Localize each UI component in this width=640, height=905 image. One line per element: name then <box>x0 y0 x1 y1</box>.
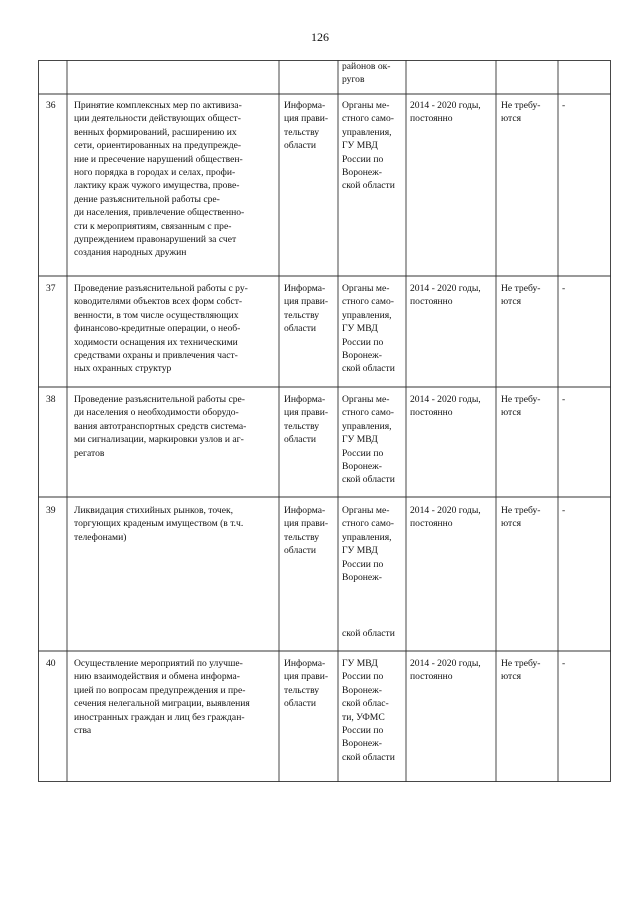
row-36-description: Принятие комплексных мер по активиза- ции деятельности действующих общест- венных формирований, расширению их сети, ориентированных на предупрежде- ние и пресечение нарушений обществен- ного порядка в городах и селах, профи- лактику краж чужого имущества, прове- дение разъяснительной работы сре- ди населения, привлечение общественно- сти к мероприятиям, связанным с пре- дупреждением правонарушений за счет создания народных дружин <box>74 100 245 259</box>
row-36-cost: Не требу- ются <box>501 100 541 125</box>
row-40-result: - <box>562 658 566 669</box>
row-36-financing: Информа- ция прави- тельству области <box>284 100 329 152</box>
row-38-cost: Не требу- ются <box>501 394 541 419</box>
row-37-number: 37 <box>46 283 56 294</box>
row-37-executor: Органы ме- стного само- управления, ГУ МВД России по Воронеж- ской области <box>342 283 395 375</box>
row-37-description: Проведение разъяснительной работы с ру- ководителями объектов всех форм собст- венности, в том числе осуществляющих финансово-кредитные операции, о необ- ходимости оснащения их техническими средствами охраны и привлечения част- ных охранных структур <box>74 283 248 375</box>
row-37-result: - <box>562 283 566 294</box>
row-37-financing: Информа- ция прави- тельству области <box>284 283 329 335</box>
row-40-financing: Информа- ция прави- тельству области <box>284 658 329 710</box>
carry-over-executor: районов ок- ругов <box>342 61 391 86</box>
row-38-number: 38 <box>46 394 56 405</box>
row-39-term: 2014 - 2020 годы, постоянно <box>410 505 481 530</box>
row-40-executor: ГУ МВД России по Воронеж- ской облас- ти, УФМС России по Воронеж- ской области <box>342 658 395 763</box>
row-40-term: 2014 - 2020 годы, постоянно <box>410 658 481 683</box>
row-39-result: - <box>562 505 566 516</box>
row-39-executor-tail: ской области <box>342 628 395 639</box>
page-number: 126 <box>311 30 329 44</box>
row-40-description: Осуществление мероприятий по улучше- нию взаимодействия и обмена информа- цией по вопросам предупреждения и пре- сечения нелегальной миграции, выявления иностранных граждан и лиц без граждан- ства <box>74 658 250 737</box>
row-39-cost: Не требу- ются <box>501 505 541 530</box>
row-40-number: 40 <box>46 658 56 669</box>
row-36-number: 36 <box>46 100 56 111</box>
row-38-result: - <box>562 394 566 405</box>
row-36-term: 2014 - 2020 годы, постоянно <box>410 100 481 125</box>
row-39-number: 39 <box>46 505 56 516</box>
row-36-result: - <box>562 100 566 111</box>
row-39-description: Ликвидация стихийных рынков, точек, торгующих краденым имуществом (в т.ч. телефонами) <box>74 505 244 543</box>
row-38-description: Проведение разъяснительной работы сре- ди населения о необходимости оборудо- вания автотранспортных средств система- ми сигнализации, маркировки узлов и аг- регатов <box>74 394 247 459</box>
row-37-term: 2014 - 2020 годы, постоянно <box>410 283 481 308</box>
row-36-executor: Органы ме- стного само- управления, ГУ МВД России по Воронеж- ской области <box>342 100 395 192</box>
row-38-financing: Информа- ция прави- тельству области <box>284 394 329 446</box>
measures-table <box>38 60 611 782</box>
row-40-cost: Не требу- ются <box>501 658 541 683</box>
row-39-executor: Органы ме- стного само- управления, ГУ МВД России по Воронеж- <box>342 505 394 584</box>
row-38-executor: Органы ме- стного само- управления, ГУ МВД России по Воронеж- ской области <box>342 394 395 486</box>
row-39-financing: Информа- ция прави- тельству области <box>284 505 329 557</box>
row-38-term: 2014 - 2020 годы, постоянно <box>410 394 481 419</box>
row-37-cost: Не требу- ются <box>501 283 541 308</box>
